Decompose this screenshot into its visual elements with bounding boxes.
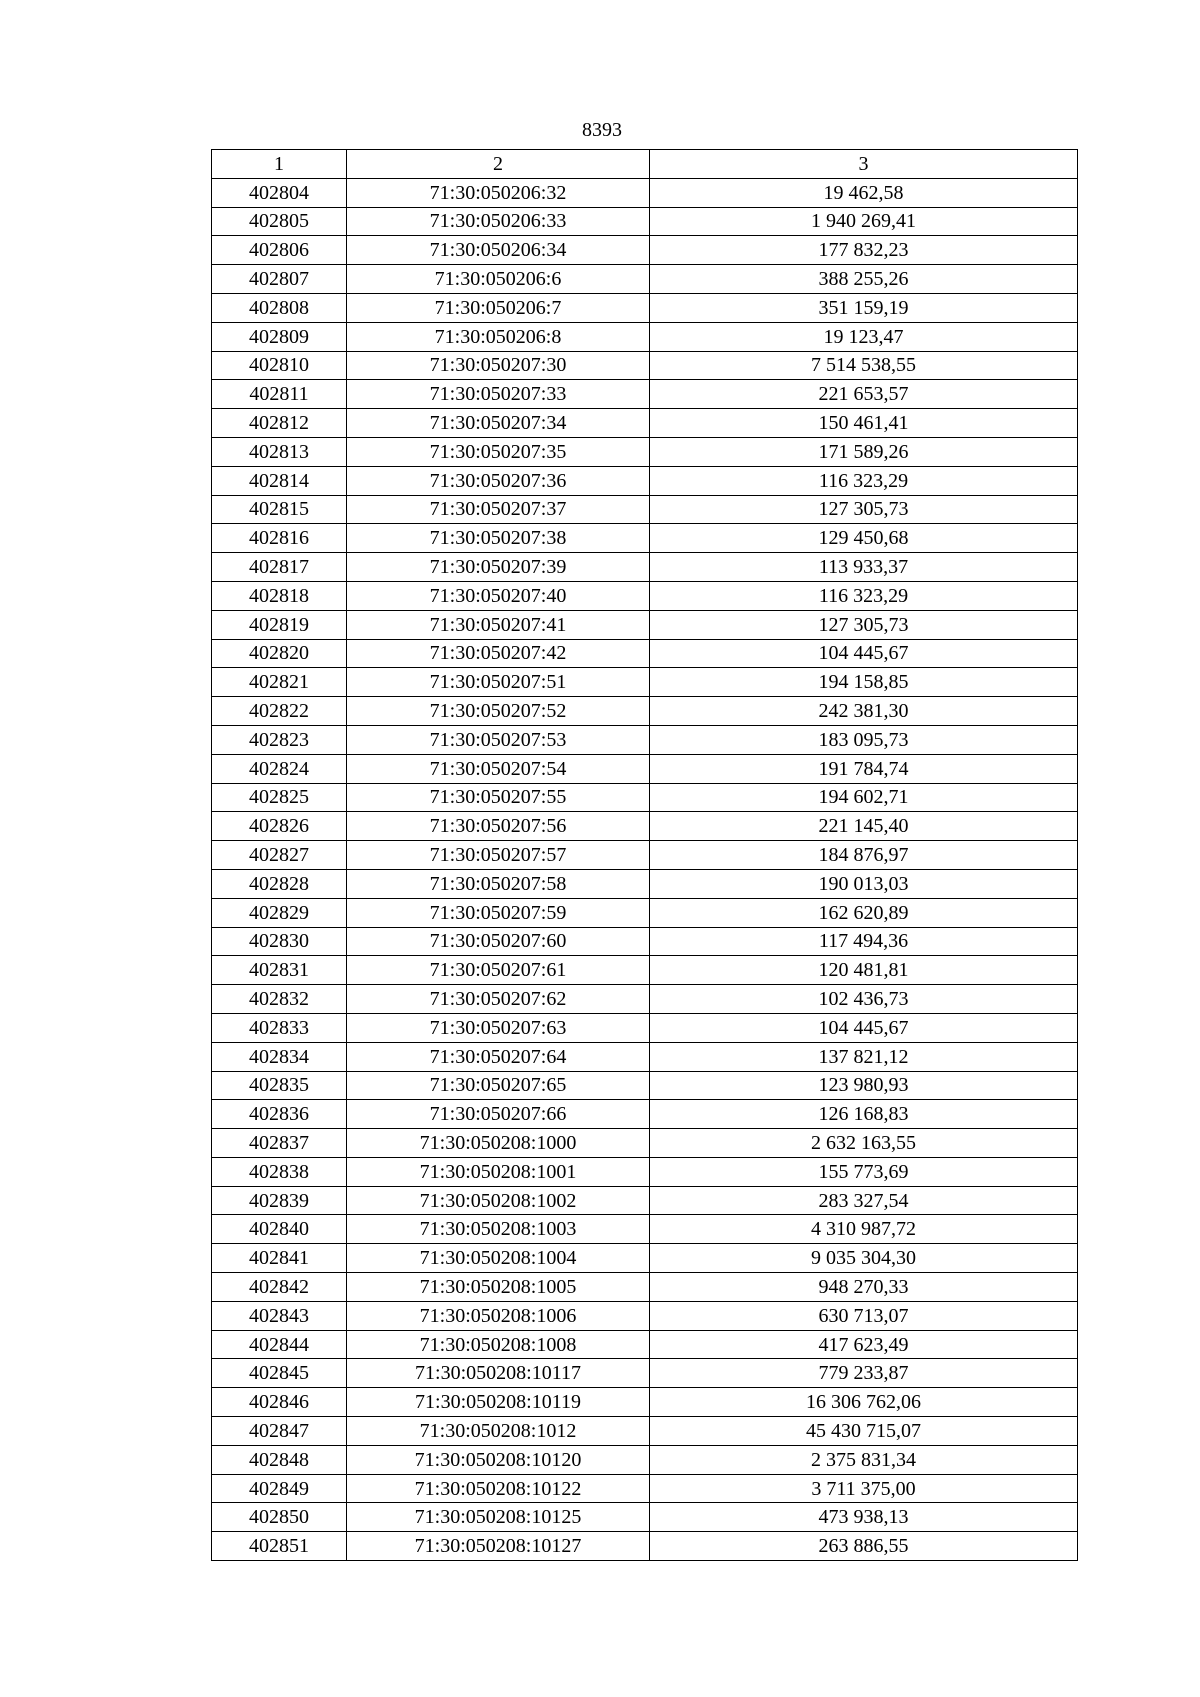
cell-number: 402816 xyxy=(212,524,347,553)
cell-value: 242 381,30 xyxy=(650,697,1078,726)
cell-value: 417 623,49 xyxy=(650,1330,1078,1359)
data-table xyxy=(211,149,1078,1561)
cell-number: 402851 xyxy=(212,1532,347,1561)
table-row xyxy=(212,754,1078,783)
cell-cadastral-number: 71:30:050207:59 xyxy=(347,898,650,927)
cell-value: 116 323,29 xyxy=(650,466,1078,495)
table-row xyxy=(212,1417,1078,1446)
cell-number: 402842 xyxy=(212,1273,347,1302)
cell-cadastral-number: 71:30:050207:30 xyxy=(347,351,650,380)
table-row xyxy=(212,610,1078,639)
cell-value: 2 632 163,55 xyxy=(650,1129,1078,1158)
table-row xyxy=(212,725,1078,754)
cell-number: 402829 xyxy=(212,898,347,927)
cell-cadastral-number: 71:30:050207:42 xyxy=(347,639,650,668)
cell-value: 171 589,26 xyxy=(650,437,1078,466)
table-row xyxy=(212,1186,1078,1215)
table-row xyxy=(212,927,1078,956)
cell-number: 402833 xyxy=(212,1013,347,1042)
table-row xyxy=(212,524,1078,553)
table-row xyxy=(212,495,1078,524)
cell-cadastral-number: 71:30:050208:1006 xyxy=(347,1301,650,1330)
cell-cadastral-number: 71:30:050207:52 xyxy=(347,697,650,726)
cell-number: 402838 xyxy=(212,1157,347,1186)
cell-value: 183 095,73 xyxy=(650,725,1078,754)
cell-value: 1 940 269,41 xyxy=(650,207,1078,236)
table-row xyxy=(212,1100,1078,1129)
cell-value: 155 773,69 xyxy=(650,1157,1078,1186)
table-row xyxy=(212,1445,1078,1474)
cell-value: 948 270,33 xyxy=(650,1273,1078,1302)
cell-value: 3 711 375,00 xyxy=(650,1474,1078,1503)
table-row xyxy=(212,380,1078,409)
table-row xyxy=(212,581,1078,610)
cell-number: 402839 xyxy=(212,1186,347,1215)
cell-number: 402805 xyxy=(212,207,347,236)
cell-value: 104 445,67 xyxy=(650,639,1078,668)
cell-cadastral-number: 71:30:050208:1000 xyxy=(347,1129,650,1158)
cell-value: 123 980,93 xyxy=(650,1071,1078,1100)
cell-cadastral-number: 71:30:050208:10125 xyxy=(347,1503,650,1532)
cell-number: 402815 xyxy=(212,495,347,524)
table-row xyxy=(212,1129,1078,1158)
table-row xyxy=(212,1330,1078,1359)
table-row xyxy=(212,1301,1078,1330)
cell-cadastral-number: 71:30:050206:6 xyxy=(347,265,650,294)
cell-number: 402847 xyxy=(212,1417,347,1446)
table-row xyxy=(212,1042,1078,1071)
cell-value: 177 832,23 xyxy=(650,236,1078,265)
cell-number: 402819 xyxy=(212,610,347,639)
cell-cadastral-number: 71:30:050207:61 xyxy=(347,956,650,985)
cell-number: 402837 xyxy=(212,1129,347,1158)
cell-value: 126 168,83 xyxy=(650,1100,1078,1129)
cell-number: 402822 xyxy=(212,697,347,726)
page-number: 8393 xyxy=(582,119,622,141)
cell-value: 127 305,73 xyxy=(650,610,1078,639)
cell-number: 402848 xyxy=(212,1445,347,1474)
cell-number: 402814 xyxy=(212,466,347,495)
cell-value: 127 305,73 xyxy=(650,495,1078,524)
cell-value: 120 481,81 xyxy=(650,956,1078,985)
table-row xyxy=(212,207,1078,236)
cell-cadastral-number: 71:30:050207:62 xyxy=(347,985,650,1014)
cell-number: 402823 xyxy=(212,725,347,754)
cell-number: 402836 xyxy=(212,1100,347,1129)
cell-cadastral-number: 71:30:050207:36 xyxy=(347,466,650,495)
table-row xyxy=(212,322,1078,351)
cell-number: 402841 xyxy=(212,1244,347,1273)
cell-value: 19 123,47 xyxy=(650,322,1078,351)
cell-cadastral-number: 71:30:050207:66 xyxy=(347,1100,650,1129)
table-row xyxy=(212,1503,1078,1532)
cell-number: 402804 xyxy=(212,178,347,207)
cell-number: 402830 xyxy=(212,927,347,956)
cell-number: 402828 xyxy=(212,869,347,898)
table-row xyxy=(212,293,1078,322)
cell-cadastral-number: 71:30:050206:8 xyxy=(347,322,650,351)
table-row xyxy=(212,236,1078,265)
table-row xyxy=(212,466,1078,495)
cell-value: 190 013,03 xyxy=(650,869,1078,898)
cell-cadastral-number: 71:30:050208:1005 xyxy=(347,1273,650,1302)
cell-value: 162 620,89 xyxy=(650,898,1078,927)
cell-value: 137 821,12 xyxy=(650,1042,1078,1071)
cell-number: 402850 xyxy=(212,1503,347,1532)
table-row xyxy=(212,265,1078,294)
cell-cadastral-number: 71:30:050208:1004 xyxy=(347,1244,650,1273)
cell-cadastral-number: 71:30:050207:57 xyxy=(347,841,650,870)
cell-value: 2 375 831,34 xyxy=(650,1445,1078,1474)
cell-number: 402812 xyxy=(212,409,347,438)
table-row xyxy=(212,985,1078,1014)
cell-cadastral-number: 71:30:050207:53 xyxy=(347,725,650,754)
cell-value: 104 445,67 xyxy=(650,1013,1078,1042)
cell-cadastral-number: 71:30:050207:34 xyxy=(347,409,650,438)
cell-cadastral-number: 71:30:050207:51 xyxy=(347,668,650,697)
cell-cadastral-number: 71:30:050207:35 xyxy=(347,437,650,466)
cell-number: 402834 xyxy=(212,1042,347,1071)
table-row xyxy=(212,1157,1078,1186)
table-row xyxy=(212,1388,1078,1417)
cell-number: 402806 xyxy=(212,236,347,265)
cell-value: 779 233,87 xyxy=(650,1359,1078,1388)
cell-number: 402811 xyxy=(212,380,347,409)
cell-cadastral-number: 71:30:050207:54 xyxy=(347,754,650,783)
table-row xyxy=(212,409,1078,438)
cell-value: 19 462,58 xyxy=(650,178,1078,207)
cell-cadastral-number: 71:30:050207:41 xyxy=(347,610,650,639)
cell-number: 402813 xyxy=(212,437,347,466)
cell-value: 473 938,13 xyxy=(650,1503,1078,1532)
cell-value: 194 602,71 xyxy=(650,783,1078,812)
cell-cadastral-number: 71:30:050207:37 xyxy=(347,495,650,524)
cell-number: 402840 xyxy=(212,1215,347,1244)
cell-cadastral-number: 71:30:050207:58 xyxy=(347,869,650,898)
cell-number: 402821 xyxy=(212,668,347,697)
table-row xyxy=(212,956,1078,985)
table-row xyxy=(212,437,1078,466)
table-row xyxy=(212,1013,1078,1042)
cell-value: 113 933,37 xyxy=(650,553,1078,582)
cell-cadastral-number: 71:30:050208:1002 xyxy=(347,1186,650,1215)
column-header-1: 1 xyxy=(212,150,347,179)
table-row xyxy=(212,351,1078,380)
column-header-3: 3 xyxy=(650,150,1078,179)
cell-cadastral-number: 71:30:050207:55 xyxy=(347,783,650,812)
cell-number: 402849 xyxy=(212,1474,347,1503)
cell-number: 402835 xyxy=(212,1071,347,1100)
cell-number: 402846 xyxy=(212,1388,347,1417)
cell-number: 402818 xyxy=(212,581,347,610)
cell-cadastral-number: 71:30:050206:7 xyxy=(347,293,650,322)
cell-number: 402810 xyxy=(212,351,347,380)
cell-value: 4 310 987,72 xyxy=(650,1215,1078,1244)
cell-cadastral-number: 71:30:050206:32 xyxy=(347,178,650,207)
cell-cadastral-number: 71:30:050207:38 xyxy=(347,524,650,553)
cell-cadastral-number: 71:30:050208:1008 xyxy=(347,1330,650,1359)
cell-value: 630 713,07 xyxy=(650,1301,1078,1330)
table-row xyxy=(212,1215,1078,1244)
cell-cadastral-number: 71:30:050208:10119 xyxy=(347,1388,650,1417)
cell-value: 9 035 304,30 xyxy=(650,1244,1078,1273)
cell-number: 402832 xyxy=(212,985,347,1014)
cell-cadastral-number: 71:30:050207:65 xyxy=(347,1071,650,1100)
table-row xyxy=(212,869,1078,898)
cell-value: 102 436,73 xyxy=(650,985,1078,1014)
table-row xyxy=(212,178,1078,207)
table-body xyxy=(212,178,1078,1560)
cell-cadastral-number: 71:30:050206:34 xyxy=(347,236,650,265)
cell-value: 16 306 762,06 xyxy=(650,1388,1078,1417)
cell-cadastral-number: 71:30:050207:64 xyxy=(347,1042,650,1071)
table-row xyxy=(212,1474,1078,1503)
cell-value: 283 327,54 xyxy=(650,1186,1078,1215)
cell-number: 402845 xyxy=(212,1359,347,1388)
cell-value: 117 494,36 xyxy=(650,927,1078,956)
cell-value: 184 876,97 xyxy=(650,841,1078,870)
table-row xyxy=(212,697,1078,726)
cell-cadastral-number: 71:30:050208:10120 xyxy=(347,1445,650,1474)
cell-cadastral-number: 71:30:050207:56 xyxy=(347,812,650,841)
cell-cadastral-number: 71:30:050207:39 xyxy=(347,553,650,582)
cell-value: 116 323,29 xyxy=(650,581,1078,610)
cell-number: 402831 xyxy=(212,956,347,985)
cell-cadastral-number: 71:30:050207:60 xyxy=(347,927,650,956)
cell-number: 402824 xyxy=(212,754,347,783)
cell-number: 402825 xyxy=(212,783,347,812)
cell-cadastral-number: 71:30:050208:10117 xyxy=(347,1359,650,1388)
cell-number: 402826 xyxy=(212,812,347,841)
cell-value: 129 450,68 xyxy=(650,524,1078,553)
cell-cadastral-number: 71:30:050207:33 xyxy=(347,380,650,409)
cell-number: 402820 xyxy=(212,639,347,668)
table-row xyxy=(212,841,1078,870)
table-row xyxy=(212,1244,1078,1273)
cell-value: 221 653,57 xyxy=(650,380,1078,409)
cell-cadastral-number: 71:30:050208:10122 xyxy=(347,1474,650,1503)
cell-cadastral-number: 71:30:050208:1012 xyxy=(347,1417,650,1446)
cell-cadastral-number: 71:30:050208:1003 xyxy=(347,1215,650,1244)
table-row xyxy=(212,783,1078,812)
cell-cadastral-number: 71:30:050207:63 xyxy=(347,1013,650,1042)
cell-cadastral-number: 71:30:050206:33 xyxy=(347,207,650,236)
table-row xyxy=(212,668,1078,697)
cell-value: 388 255,26 xyxy=(650,265,1078,294)
table-row xyxy=(212,1532,1078,1561)
cell-value: 351 159,19 xyxy=(650,293,1078,322)
cell-value: 7 514 538,55 xyxy=(650,351,1078,380)
cell-number: 402827 xyxy=(212,841,347,870)
cell-cadastral-number: 71:30:050208:1001 xyxy=(347,1157,650,1186)
cell-value: 194 158,85 xyxy=(650,668,1078,697)
cell-value: 263 886,55 xyxy=(650,1532,1078,1561)
table-header-row xyxy=(212,150,1078,179)
cell-value: 45 430 715,07 xyxy=(650,1417,1078,1446)
cell-number: 402844 xyxy=(212,1330,347,1359)
cell-cadastral-number: 71:30:050207:40 xyxy=(347,581,650,610)
cell-cadastral-number: 71:30:050208:10127 xyxy=(347,1532,650,1561)
table-row xyxy=(212,1359,1078,1388)
table-row xyxy=(212,812,1078,841)
column-header-2: 2 xyxy=(347,150,650,179)
cell-value: 221 145,40 xyxy=(650,812,1078,841)
table-row xyxy=(212,1071,1078,1100)
cell-number: 402807 xyxy=(212,265,347,294)
cell-number: 402843 xyxy=(212,1301,347,1330)
cell-value: 191 784,74 xyxy=(650,754,1078,783)
table-row xyxy=(212,1273,1078,1302)
cell-number: 402809 xyxy=(212,322,347,351)
cell-number: 402808 xyxy=(212,293,347,322)
table-row xyxy=(212,898,1078,927)
cell-value: 150 461,41 xyxy=(650,409,1078,438)
cell-number: 402817 xyxy=(212,553,347,582)
table-row xyxy=(212,639,1078,668)
table-row xyxy=(212,553,1078,582)
